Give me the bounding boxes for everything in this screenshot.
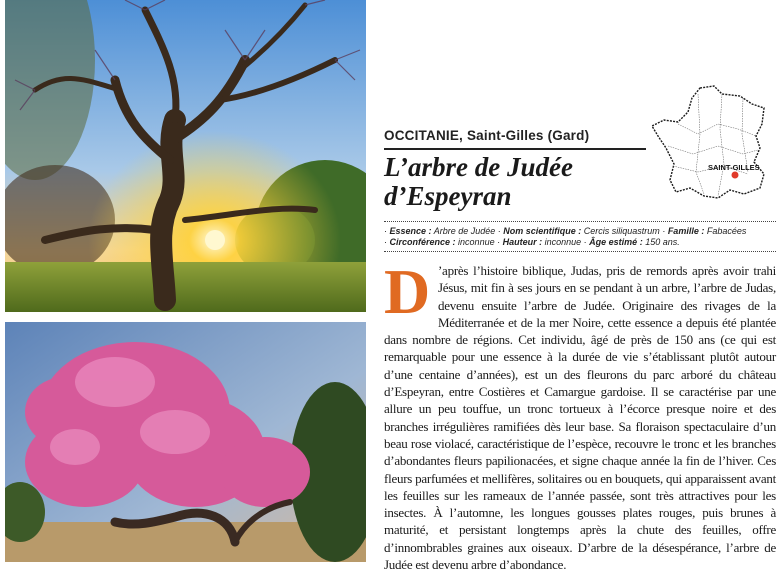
photo-tree-sunset — [5, 0, 366, 312]
photo-tree-bloom — [5, 322, 366, 562]
essence-label: Essence : — [389, 226, 432, 236]
page-title — [384, 153, 573, 211]
title-line-2: d’Espeyran — [384, 181, 512, 211]
heading-rule — [384, 148, 646, 150]
map-location-label: SAINT-GILLES — [708, 163, 760, 172]
essence-value: Arbre de Judée — [433, 226, 496, 236]
circumference-value: inconnue — [458, 237, 495, 247]
age-value: 150 ans. — [645, 237, 680, 247]
family-value: Fabacées — [706, 226, 747, 236]
facts-line-2: · Circonférence : inconnue · Hauteur : inconnue · Âge estimé : 150 ans. — [384, 237, 680, 247]
meta-divider-top — [384, 221, 776, 222]
region-heading: OCCITANIE, Saint-Gilles (Gard) — [384, 128, 590, 143]
article-body — [384, 256, 777, 573]
scientific-name-label: Nom scientifique : — [503, 226, 582, 236]
height-value: inconnue — [544, 237, 582, 247]
family-label: Famille : — [667, 226, 705, 236]
age-label: Âge estimé : — [589, 237, 643, 247]
france-map — [648, 84, 776, 204]
drop-cap: D — [384, 256, 430, 327]
title-line-1: L’arbre de Judée — [384, 152, 573, 182]
scientific-name-value: Cercis siliquastrum — [583, 226, 660, 236]
circumference-label: Circonférence : — [389, 237, 456, 247]
height-label: Hauteur : — [502, 237, 543, 247]
map-location-marker — [731, 171, 739, 179]
facts-line-1: · Essence : Arbre de Judée · Nom scientifique : Cercis siliquastrum · Famille : Fabacées — [384, 226, 747, 236]
article-text: ’après l’histoire biblique, Judas, pris de remords après avoir trahi Jésus, mit fin à ses jours en se pendant à un arbre, l’arbre de Judas, devenu ensuite l’arbre de Judée. Originaire des rivages de la Méditerranée et de la mer Noire, cette essence a depuis été plantée dans nombre de régions. Cet individu, âgé de près de 150 ans (ce qui est remarquable pour une essence à la durée de vie s’établissant plutôt autour d’une centaine d’années), est un des fleurons du parc arboré du château d’Espeyran, entre Costières et Camargue gardoise. Il se caractérise par une allure un peu touffue, un tronc tortueux à l’écorce presque noire et des branches irrégulières ramifiées dès leur base. Sa floraison spectaculaire d’un beau rose violacé, caractéristique de l’espèce, recouvre le tronc et les branches d’abondantes fleurs papilionacées, et signe chaque année la fin de l’hiver. Ces fleurs parfumées et mellifères, solitaires ou en bouquets, qui apparaissent avant les feuilles sur les rameaux de l’année passée, sont très attractives pour les insectes. À l’automne, les longues gousses plates rouges, puis brunes à maturité, et persistant longtemps après la chute des feuilles, offre d’innombrables graines aux oiseaux. D’arbre de la désespérance, l’arbre de Judée est devenu arbre d’abondance. — [384, 263, 777, 573]
tree-facts — [384, 226, 779, 248]
meta-divider-bottom — [384, 251, 776, 252]
